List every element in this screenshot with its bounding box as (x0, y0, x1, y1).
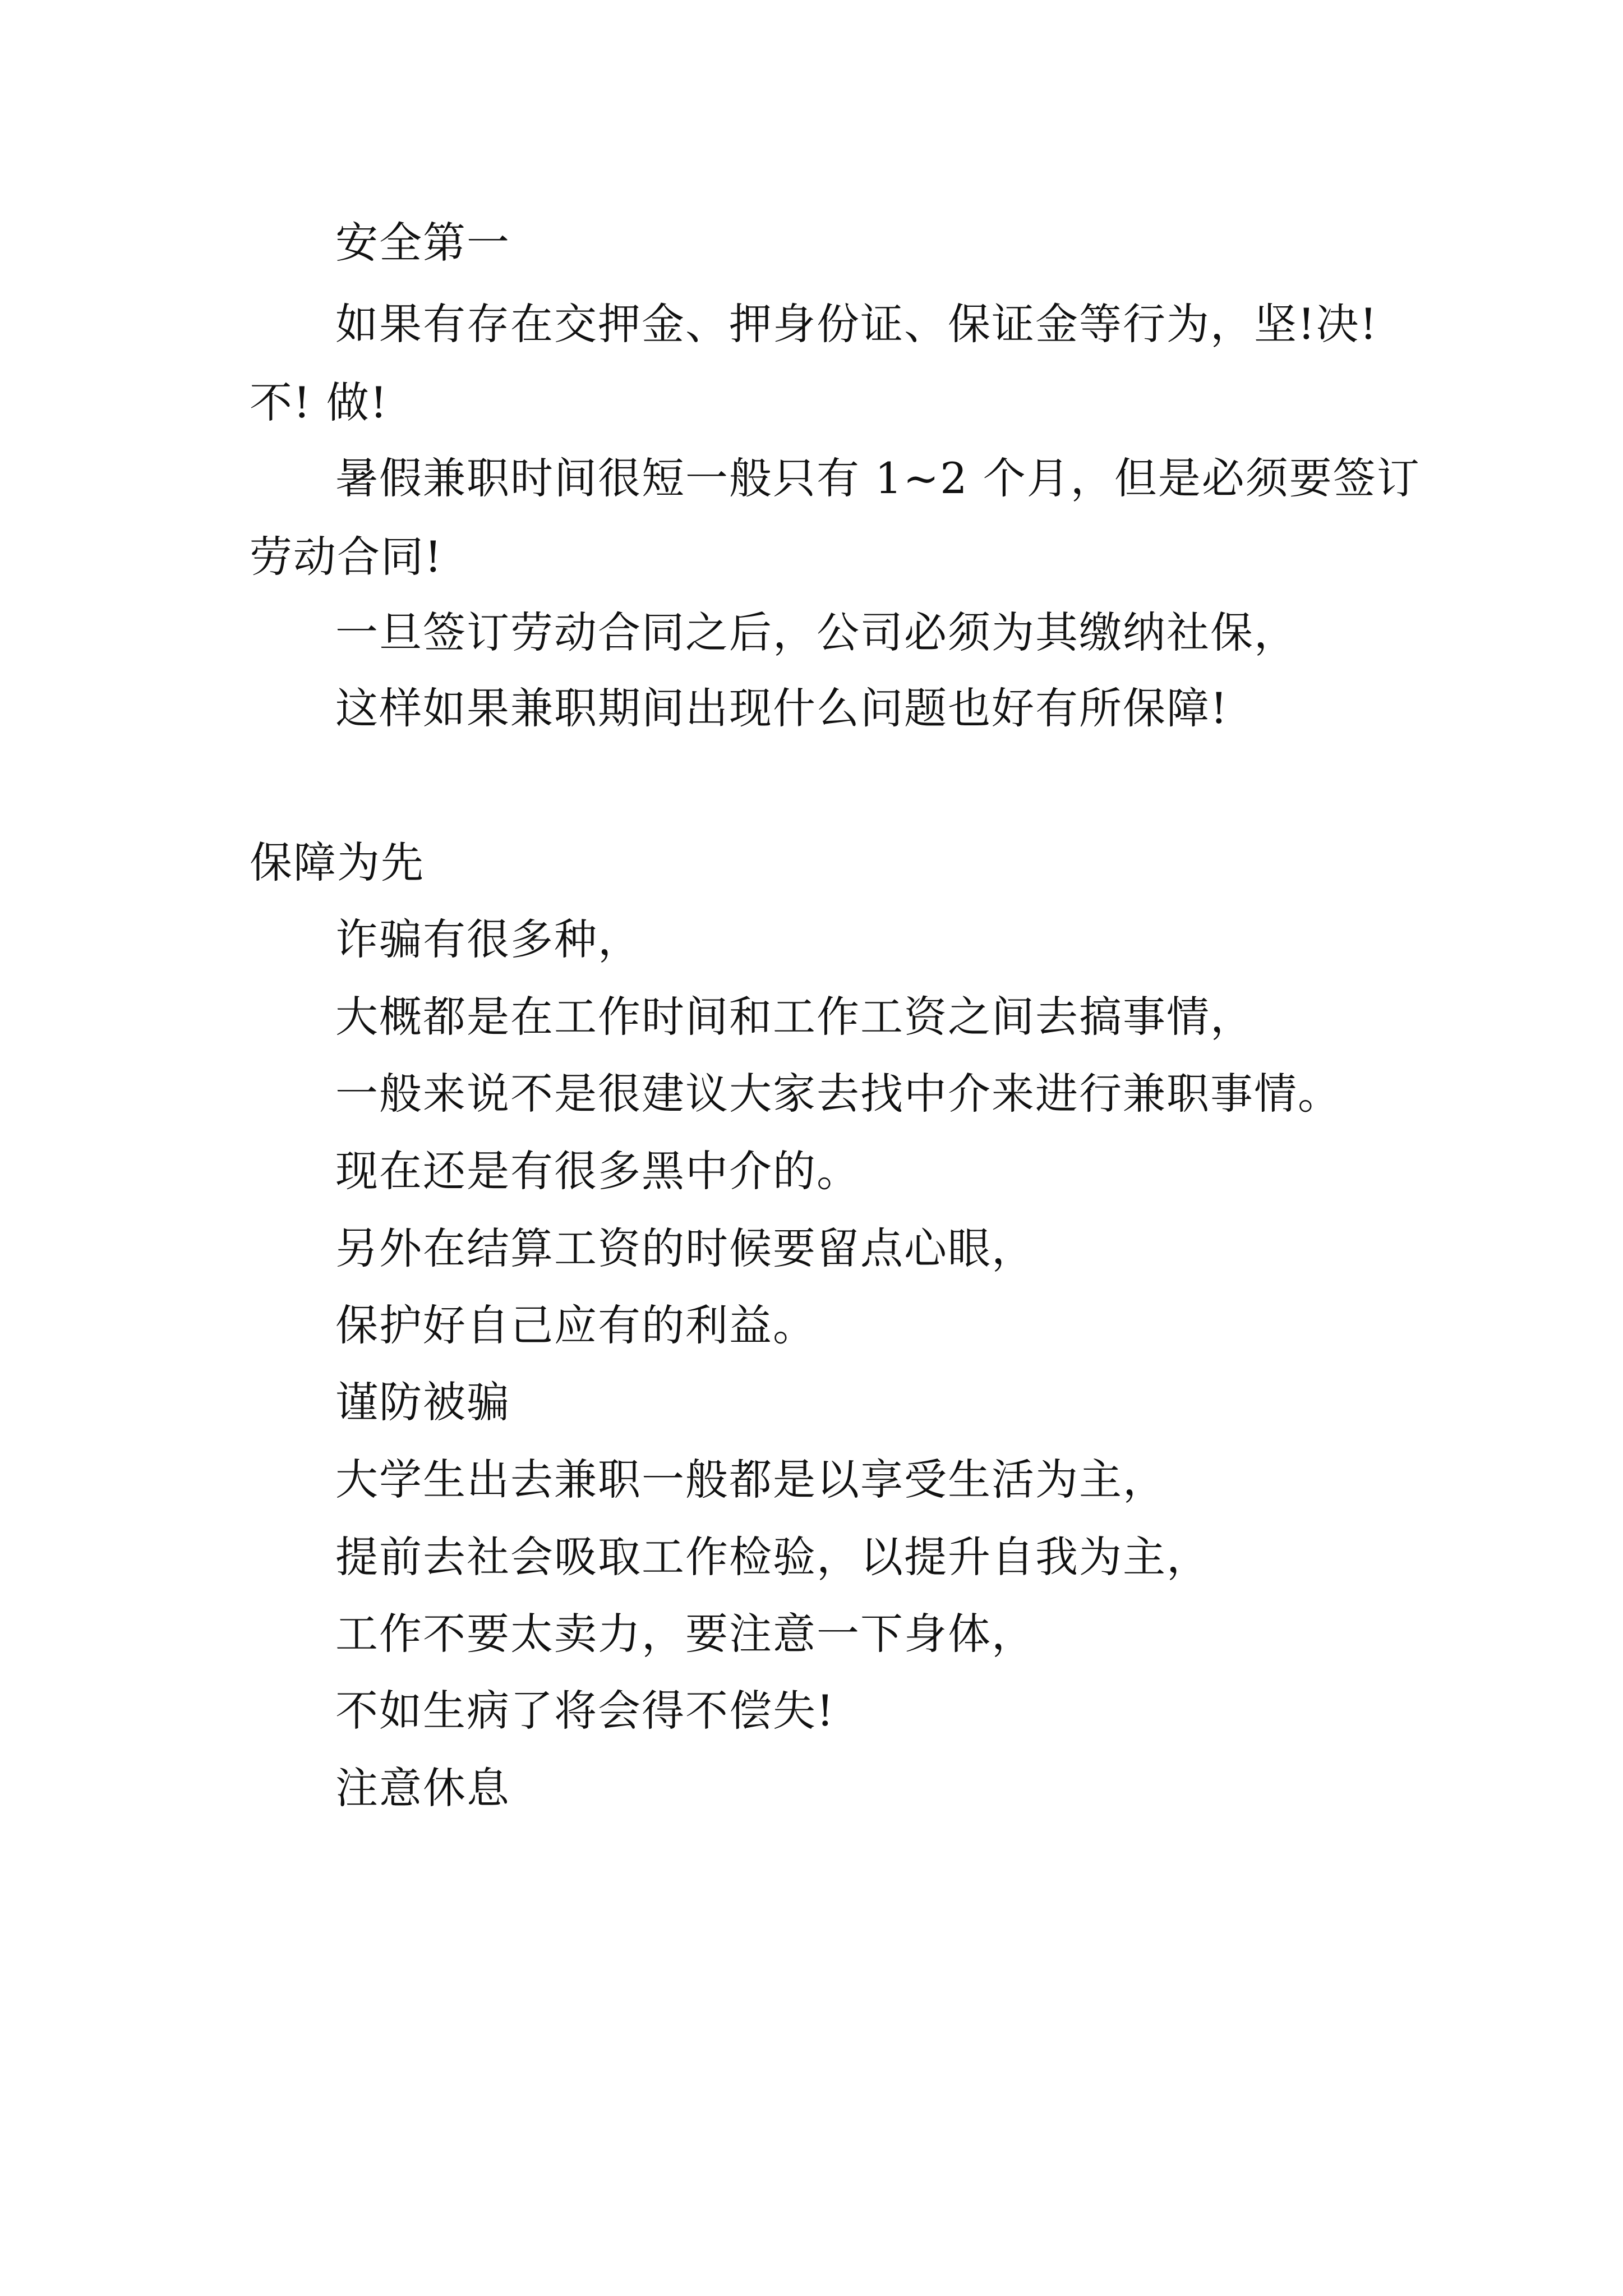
paragraph-line: 劳动合同! (250, 532, 443, 582)
paragraph-line: 一旦签订劳动合同之后，公司必须为其缴纳社保， (335, 608, 1298, 657)
paragraph-line: 现在还是有很多黑中介的。 (335, 1146, 860, 1196)
paragraph-line: 大学生出去兼职一般都是以享受生活为主， (335, 1455, 1166, 1504)
paragraph-line: 谨防被骗 (335, 1377, 510, 1427)
paragraph-line: 一般来说不是很建议大家去找中介来进行兼职事情。 (335, 1069, 1341, 1119)
paragraph-line: 如果有存在交押金、押身份证、保证金等行为，坚!决! (335, 299, 1378, 349)
paragraph-line: 提前去社会吸取工作检验，以提升自我为主， (335, 1532, 1210, 1582)
paragraph-line: 诈骗有很多种， (335, 914, 642, 964)
paragraph-line: 暑假兼职时间很短一般只有 1~2 个月，但是必须要签订 (335, 453, 1421, 503)
section-heading-safety: 安全第一 (335, 218, 510, 268)
paragraph-line: 不! 做! (250, 378, 389, 427)
section-heading-protection: 保障为先 (250, 838, 425, 887)
paragraph-line: 不如生病了将会得不偿失! (335, 1686, 835, 1736)
paragraph-line: 保护好自己应有的利益。 (335, 1300, 817, 1350)
paragraph-line: 注意休息 (335, 1763, 510, 1813)
paragraph-line: 大概都是在工作时间和工作工资之间去搞事情， (335, 992, 1254, 1042)
paragraph-line: 另外在结算工资的时候要留点心眼， (335, 1223, 1035, 1273)
paragraph-line: 这样如果兼职期间出现什么问题也好有所保障! (335, 683, 1229, 733)
paragraph-line: 工作不要太卖力，要注意一下身体， (335, 1609, 1035, 1659)
